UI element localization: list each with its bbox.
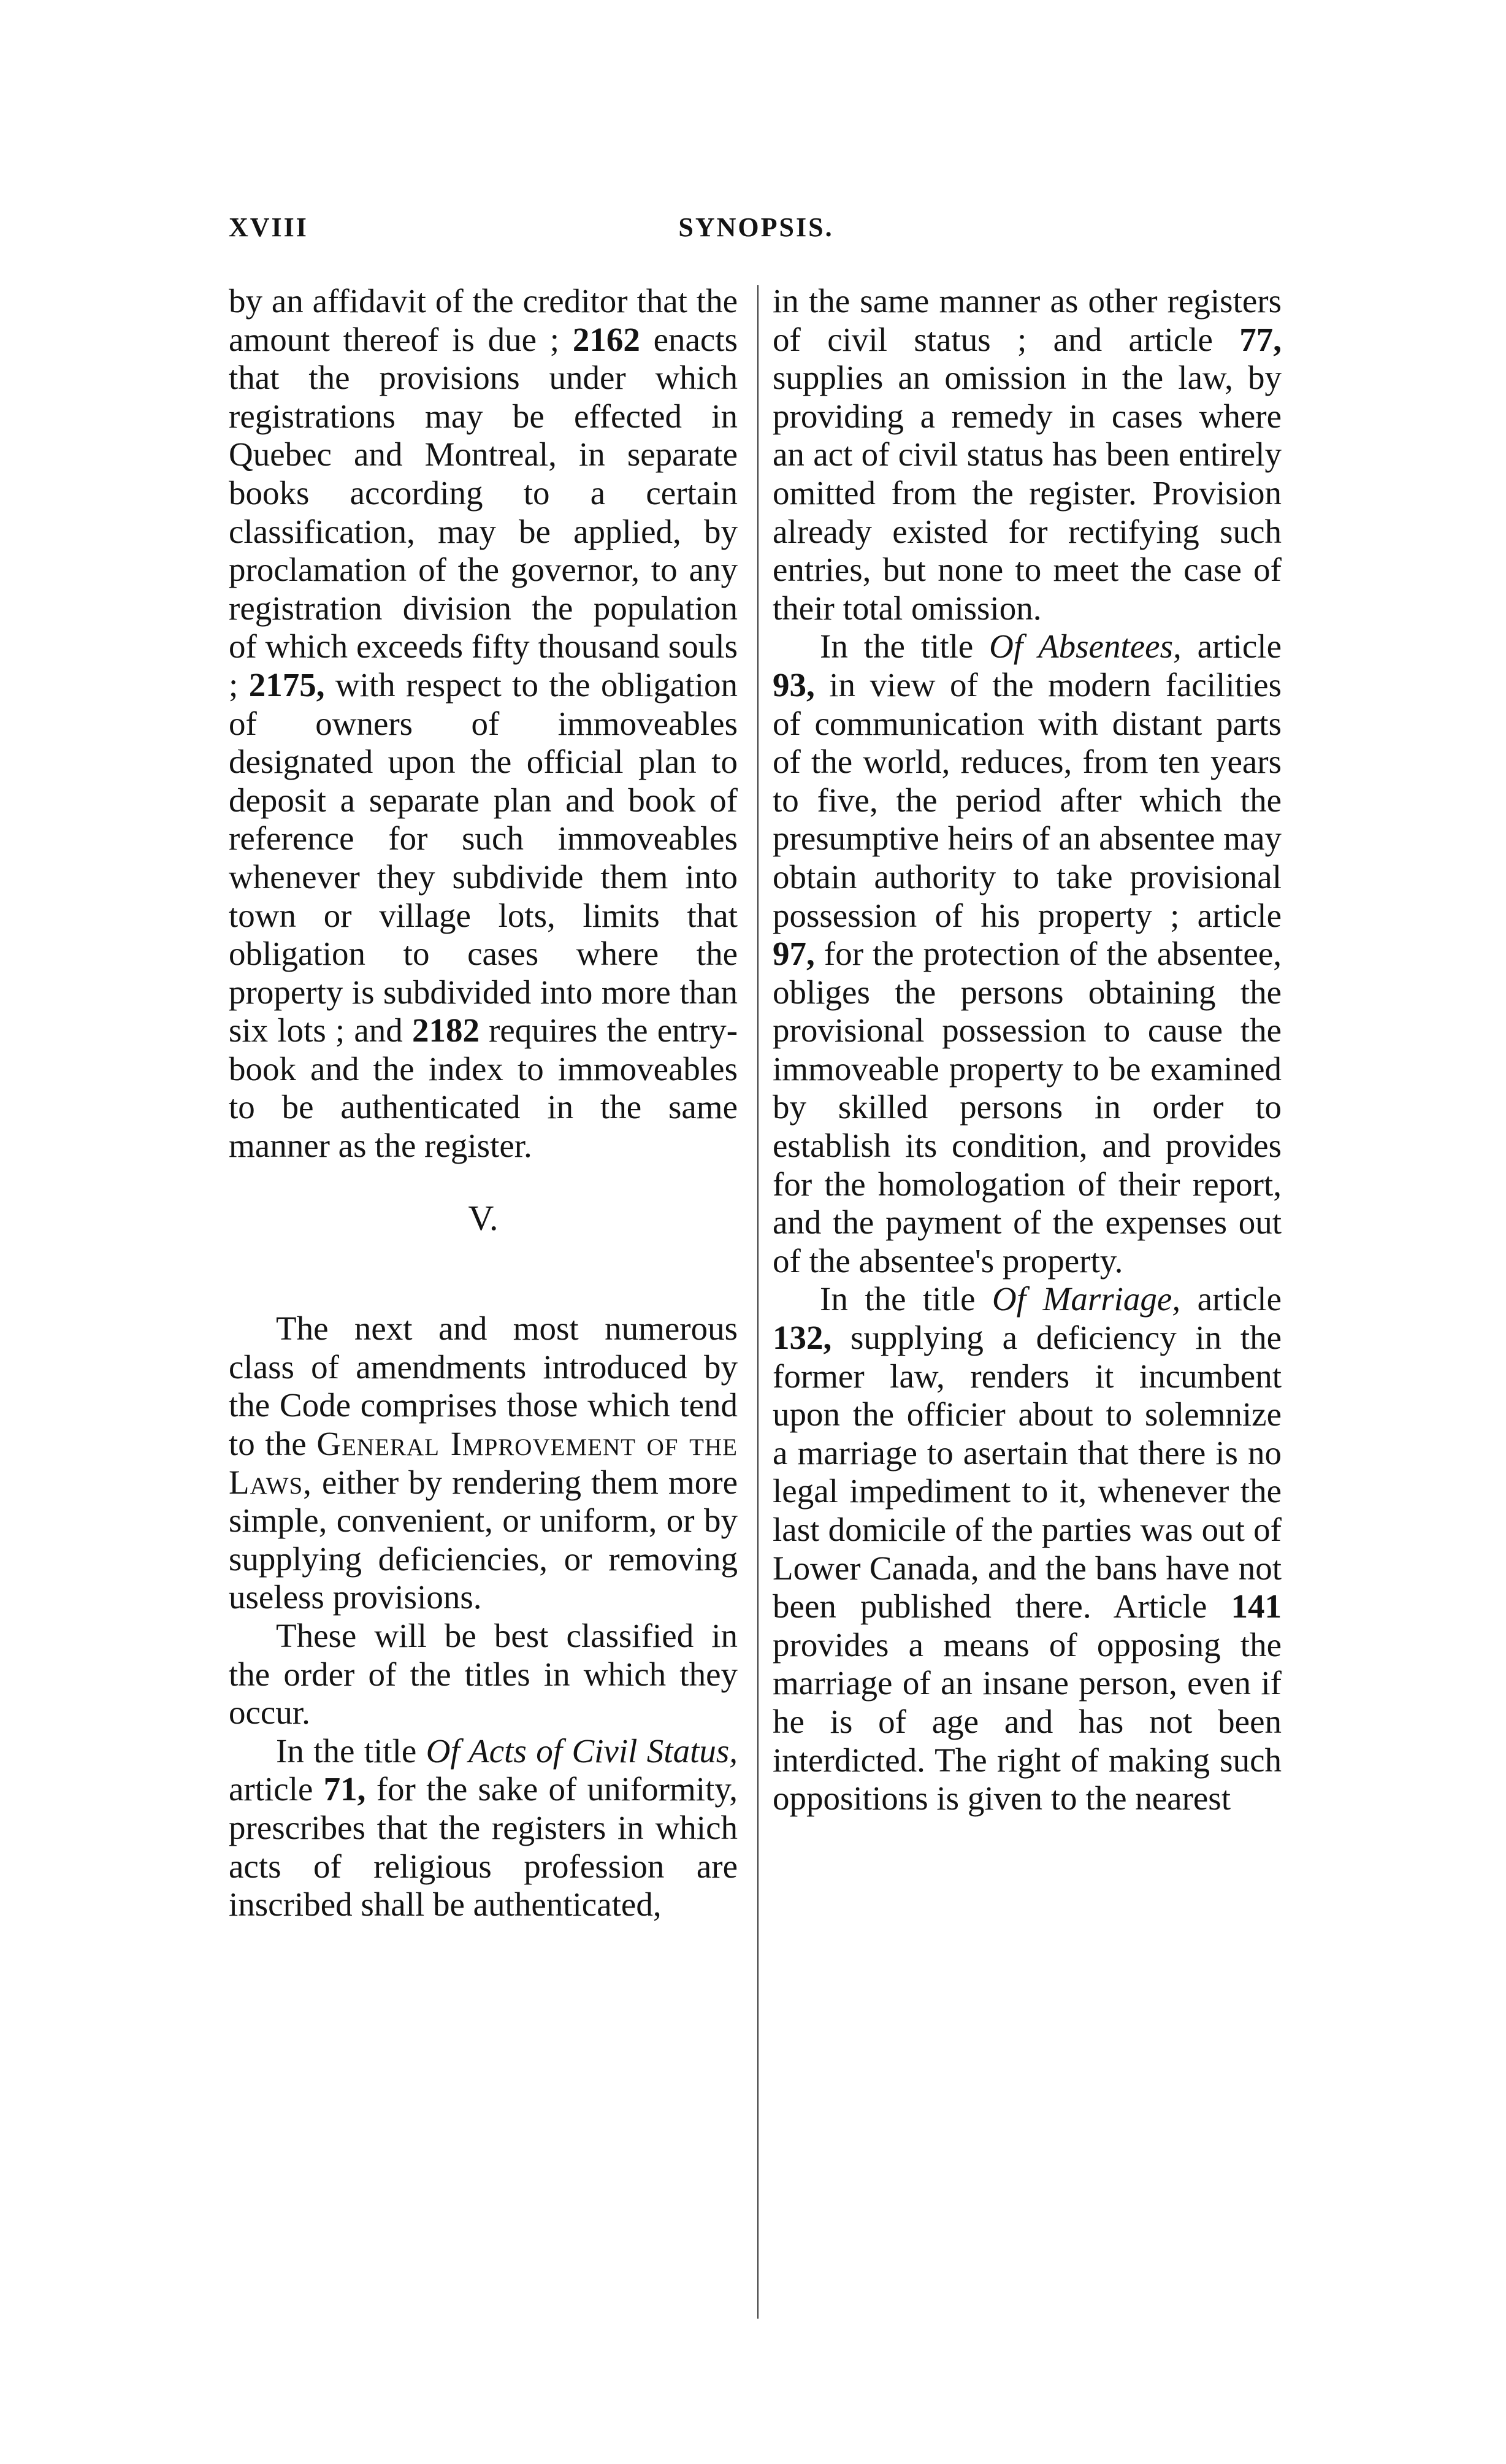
paragraph-registers: in the same manner as other registers of civil status ; and article 77, supplies an omission in the law, by providing a remedy in cases where an act of civil status has been entirely omitted from the register. Provision already existed for rectifying such entries, but none to meet the case of their total omission. <box>773 282 1282 627</box>
article-number: 93, <box>773 666 815 704</box>
article-number: 2175, <box>248 666 325 704</box>
section-heading: V. <box>468 1197 499 1238</box>
title-italic: Of Acts of Civil Status, <box>426 1732 738 1770</box>
page-number: XVIII <box>229 212 308 242</box>
article-number: 2162 <box>572 320 640 358</box>
paragraph-civil-status: In the title Of Acts of Civil Status, article 71, for the sake of uniformity, prescribes that the registers in which acts of religious profession are inscribed shall be authenticated, <box>229 1732 738 1924</box>
left-column <box>229 282 738 1924</box>
article-number: 77, <box>1239 320 1282 358</box>
small-caps-phrase: General Improvement of the Laws, <box>229 1425 738 1501</box>
title-italic: Of Marriage, <box>992 1280 1181 1318</box>
paragraph-registration: by an affidavit of the creditor that the amount thereof is due ; 2162 enacts that the provisions under which registrations may be effected in Quebec and Montreal, in separate books according to a certain classification, may be applied, by proclamation of the governor, to any registration division the population of which exceeds fifty thousand souls ; 2175, with respect to the obligation of owners of immoveables designated upon the official plan to deposit a separate plan and book of reference for such immoveables whenever they subdivide them into town or village lots, limits that obligation to cases where the property is subdivided into more than six lots ; and 2182 requires the entry-book and the index to immoveables to be authenticated in the same manner as the register. <box>229 282 738 1165</box>
paragraph-classification: These will be best classified in the order of the titles in which they occur. <box>229 1617 738 1732</box>
article-number: 2182 <box>411 1011 480 1050</box>
paragraph-absentees: In the title Of Absentees, article 93, in view of the modern facilities of communication with distant parts of the world, reduces, from ten years to five, the period after which the presumptive heirs of an absentee may obtain authority to take provisional possession of his property ; article 97, for the protection of the absentee, obliges the persons obtaining the provisional possession to cause the immoveable property to be examined by skilled persons in order to establish its condition, and provides for the homologation of their report, and the payment of the expenses out of the absentee's property. <box>773 628 1282 1280</box>
paragraph-marriage: In the title Of Marriage, article 132, supplying a deficiency in the former law, renders it incumbent upon the officier about to solemnize a marriage to asertain that there is no legal impediment to it, whenever the last domicile of the parties was out of Lower Canada, and the bans have not been published there. Article 141 provides a means of opposing the marriage of an insane person, even if he is of age and has not been interdicted. The right of making such oppositions is given to the nearest <box>773 1280 1282 1817</box>
article-number: 71, <box>323 1770 366 1808</box>
article-number: 141 <box>1231 1587 1282 1625</box>
paragraph-general-improvement: The next and most numerous class of amendments introduced by the Code comprises those which tend to the General Improvement of the Laws, either by rendering them more simple, convenient, or uniform, or by supplying deficiencies, or removing useless provisions. <box>229 1310 738 1616</box>
running-title: SYNOPSIS. <box>678 212 834 242</box>
page-header <box>229 212 1283 248</box>
column-divider <box>757 285 759 2319</box>
article-number: 132, <box>773 1319 832 1357</box>
title-italic: Of Absentees, <box>989 628 1182 666</box>
right-column <box>773 282 1282 1818</box>
article-number: 97, <box>773 935 815 973</box>
